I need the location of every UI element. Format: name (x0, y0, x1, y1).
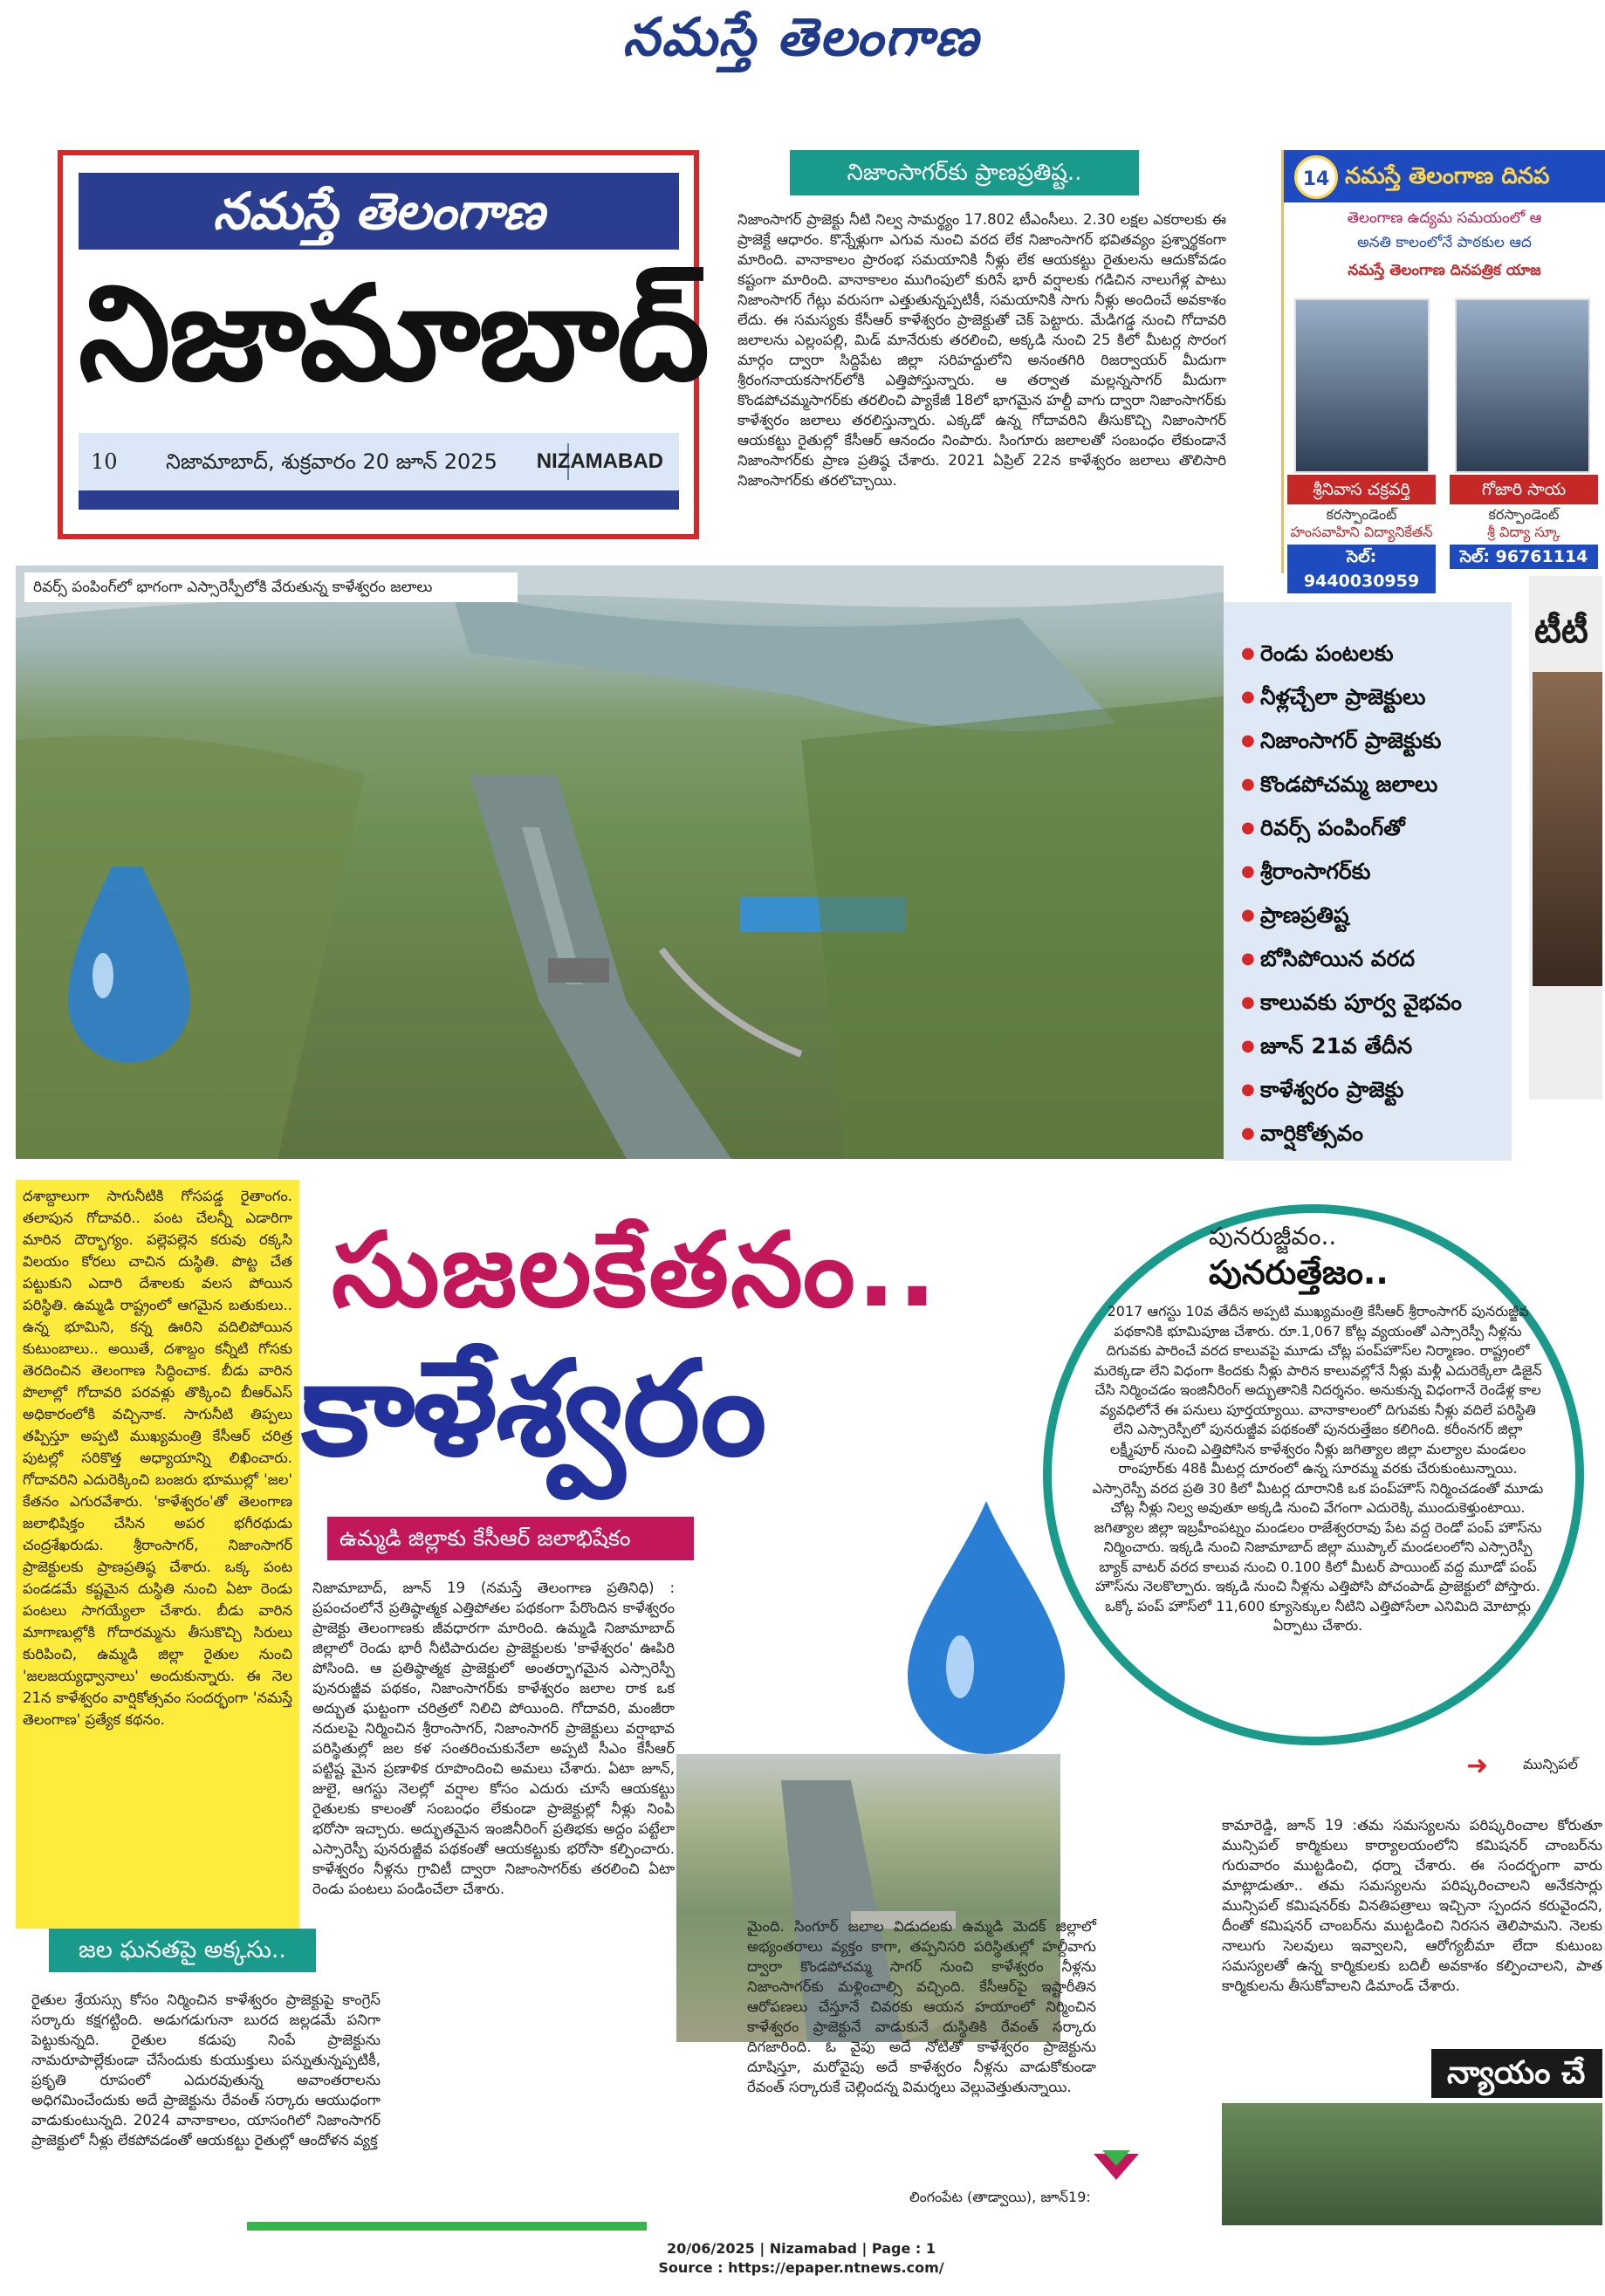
edition-date: నిజామాబాద్, శుక్రవారం 20 జూన్ 2025 (166, 449, 497, 474)
edition-band-title: నమస్తే తెలంగాణ (79, 173, 679, 250)
highlight-text: కొండపోచమ్మ జలాలు (1260, 771, 1438, 797)
main-article-body: నిజామాబాద్, జూన్ 19 (నమస్తే తెలంగాణ ప్రతినిధి) : ప్రపంచంలోనే ప్రతిష్ఠాత్మక ఎత్తిపోతల పథకంగా పేరొందిన కాళేశ్వరం ప్రాజెక్టు తెలంగాణకు జీవధారగా మారింది. ఉమ్మడి నిజామాబాద్ జిల్లాలో రెండు భారీ నీటిపారుదల ప్రాజెక్టులకు 'కాళేశ్వరం' ఊపిరి పోసింది. ఆ ప్రతిష్ఠాత్మక ప్రాజెక్టులో అంతర్భాగమైన ఎస్సారెస్పీ పునరుజ్జీవ పథకం, నిజాంసాగర్‌కు కాళేశ్వరం జలాల రాక ఒక అద్భుత ఘట్టంగా చరిత్రలో నిలిచి పోయింది. గోదావరి, మంజీరా నదులపై నిర్మించిన శ్రీరాంసాగర్, నిజాంసాగర్ ప్రాజెక్టులు వర్షాభావ పరిస్థితుల్లో జల కళ సంతరించుకునేలా అప్పటి సీఎం కేసీఆర్ పట్టిష్ట మైన ప్రణాళిక రూపొందించి అమలు చేశారు. ఏటా జూన్, జులై, ఆగస్టు నెలల్లో వర్షాల కోసం ఎదురు చూసే ఆయకట్టు రైతులకు కాలంతో సంబంధం లేకుండా ప్రాజెక్టుల్లో నీళ్లు నింపి భరోసా ఇచ్చారు. అద్భుతమైన ఇంజినీరింగ్ ప్రతిభకు అద్దం పట్టేలా ఎస్సారెస్పీ పునరుజ్జీవ పథకంతో ఆయకట్టుకు భరోసా కల్పించారు. కాళేశ్వరం నీళ్లను గ్రావిటీ ద్వారా నిజాంసాగర్‌కు తరలించి ఏటా రెండు పంటలు పండించేలా చేశారు. (312, 1580, 675, 1897)
person-name: గోజారి సాయ (1450, 475, 1598, 504)
side-headline: టీటీ (1534, 611, 1588, 651)
highlight-text: ప్రాణప్రతిష్ట (1260, 902, 1349, 928)
person-org: శ్రీ విద్యా స్కూ (1487, 524, 1560, 540)
bottom-left-text: రైతుల శ్రేయస్సు కోసం నిర్మించిన కాళేశ్వరం ప్రాజెక్టుపై కాంగ్రెస్ సర్కారు కక్షగట్టింది. అడుగడుగునా బురద జల్లడమే పనిగా పెట్టుకున్నది. రైతుల కడుపు నింపే ప్రాజెక్టును నామరూపాల్లేకుండా చేసేందుకు కుయుక్తులు పన్నుతున్నప్పటికీ, ప్రకృతి రూపంలో ఎదురవుతున్న అవాంతరాలను అధిగమించేందుకు అదే ప్రాజెక్టును రేవంత్ సర్కారు ఆయుధంగా వాడుకుంటున్నది. 2024 వానాకాలం, యాసంగిలో నిజాంసాగర్ ప్రాజెక్టులో నీళ్లు లేకపోవడంతో ఆయకట్టు రైతుల్లో ఆందోళన వ్యక్త (31, 1991, 381, 2149)
ad-line: అనతి కాలంలోనే పాఠకుల ఆద (1357, 234, 1532, 251)
circle-label-2: పునరుత్తేజం.. (1209, 1253, 1389, 1292)
person-role: కరస్పాండెంట్ (1326, 506, 1397, 523)
section-kicker: జల ఘనతపై అక్కసు.. (49, 1929, 316, 1972)
circle-body: 2017 ఆగస్టు 10వ తేదీన అప్పటి ముఖ్యమంత్రి కేసీఆర్ శ్రీరాంసాగర్ పునరుజ్జీవ పథకానికి భూమిపూజ చేశారు. రూ.1,067 కోట్ల వ్యయంతో ఎస్సారెస్పీ నీళ్లను దిగువకు పారించే వరద కాలువపై మూడు చోట్ల పంప్‌హౌస్‌ల నిర్మాణం. రాష్ట్రంలో మరెక్కడా లేని విధంగా కిందకు నీళ్లు పారిన కాలువల్లోనే నీళ్లు మళ్లీ ఎదురెక్కేలా డిజైన్ చేసి నిర్మించడం ఇంజినీరింగ్ అద్భుతానికి నిదర్శనం. అనుకున్న విధంగానే రెండేళ్ల కాల వ్యవధిలోనే ఈ పనులు పూర్తయ్యాయి. వానాకాలంలో దిగువకు నీళ్లు వదిలే పరిస్థితి లేని ఎస్సారెస్పీలో పునరుజ్జీవ పథకంతో పునరుత్తేజం కలిగింది. కరీంనగర్ జిల్లా లక్ష్మీపూర్ నుంచి ఎత్తిపోసిన కాళేశ్వరం నీళ్లు జగిత్యాల జిల్లా మల్యాల మండలం రాంపూర్‌కు 48కి మీటర్ల దూరంలో ఉన్న సూరమ్మ వరకు చేరుకుంటున్నాయి. ఎస్సారెస్పీ వరద ప్రతి 30 కిలో మీటర్ల దూరానికి ఒక పంప్‌హౌస్ నిర్మించడంతో మూడు చోట్ల నీళ్లు నిల్వ అవుతూ అక్కడి నుంచి వేగంగా ఎదురెక్కి ముందుకెళ్తుంటాయి. జగిత్యాల జిల్లా ఇబ్రహీంపట్నం మండలం రాజేశ్వరరావు పేట వద్ద రెండో పంప్ హౌస్‌ను నిర్మించారు. ఇక్కడి నుంచి నిజామాబాద్ జిల్లా ముప్కాల్ మండలంలోని ఎస్సారెస్పీ బ్యాక్ వాటర్ వరద కాలువ నుంచి 0.100 కిలో మీటర్ పాయింట్ వద్ద మూడో పంప్ హౌస్‌ను నెలకొల్పారు. ఇక్కడి నుంచి నీళ్లను ఎత్తిపోసి పోచంపాడ్ ప్రాజెక్టులో పోస్తారు. ఒక్కో పంప్ హౌస్‌లో 11,600 క్యూసెక్కుల నీటిని ఎత్తిపోసేలా ఎనిమిది మోటార్లు ఏర్పాటు చేశారు. (1092, 1303, 1544, 1634)
edition-info-bar (79, 433, 679, 490)
edition-bottom-band (79, 490, 679, 510)
person-photo (1294, 298, 1430, 473)
highlight-item: ● రివర్స్ పంపింగ్‌తో (1241, 806, 1512, 850)
photo-caption: రివర్స్ పంపింగ్‌లో భాగంగా ఎస్సారెస్పీలోకి వేరుతున్న కాళేశ్వరం జలాలు (24, 572, 518, 602)
person-org: హంసవాహిని విద్యానికేతన్ (1290, 524, 1433, 540)
footer-source: Source : https://epaper.ntnews.com/ (658, 2259, 944, 2276)
edition-city: నిజామాబాద్ (79, 258, 709, 410)
edition-name: NIZAMABAD (536, 449, 663, 473)
person-photo (1455, 298, 1590, 473)
protest-photo (1222, 2103, 1602, 2225)
intro-column (16, 1180, 299, 1929)
bottom-mid-column (747, 1916, 1096, 2178)
circle-text (1091, 1302, 1545, 1636)
anniversary-badge: 14 (1294, 155, 1338, 199)
page-footer (0, 2239, 1602, 2278)
highlight-item: ● జూన్ 21వ తేదీన (1241, 1025, 1512, 1068)
ad-banner: నమస్తే తెలంగాణ దినప (1284, 150, 1605, 202)
top-article-kicker: నిజాంసాగర్‌కు ప్రాణప్రతిష్ట.. (790, 150, 1139, 195)
side-photo (1533, 672, 1602, 986)
intro-text: దశాబ్దాలుగా సాగునీటికి గోసపడ్డ రైతాంగం. తలాపున గోదావరి.. పంట చేలన్నీ ఎడారిగా మారిన దౌర్భాగ్యం. పల్లెపల్లెన కరువు రక్కసి విలయం కోరలు చాచిన దుస్థితి. పొట్ట చేత పట్టుకుని ఎదారి దేశాలకు వలస పోయిన పరిస్థితి. ఉమ్మడి రాష్ట్రంలో ఆగమైన బతుకులు.. ఉన్న భూమిని, కన్న ఊరిని వదిలిపోయిన కుటుంబాలు.. అయితే, దశాబ్దం కన్నీటి గోసకు తెరదించిన తెలంగాణ సిద్ధించాక. బీడు వారిన పొలాల్లో గోదావరి పరవళ్లు తొక్కించి బీఆర్ఎస్ అధికారంలోకి వచ్చినాక. సాగునీటి తిప్పలు తప్పిస్తూ అప్పటి ముఖ్యమంత్రి కేసీఆర్ చరిత్ర పుటల్లో సరికొత్త అధ్యాయాన్ని లిఖించారు. గోదావరిని ఎదురెక్కించి బంజరు భూముల్లో 'జల' కేతనం ఎగురవేశారు. 'కాళేశ్వరం'తో తెలంగాణ జలాభిషిక్తం చేసిన అపర భగీరథుడు చంద్రశేఖరుడు. శ్రీరాంసాగర్, నిజాంసాగర్ ప్రాజెక్టులకు ప్రాణప్రతిష్ఠ చేశారు. ఒక్క పంట పండడమే కష్టమైన దుస్థితి నుంచి ఏటా రెండు పంటలు సాగయ్యేలా చేశారు. బీడు వారిన మాగాణుల్లోకి గోదారమ్మను తీసుకొచ్చి సిరులు కురిపించి, ఉమ్మడి జిల్లా రైతుల నుంచి 'జలజయ్యధ్వానాలు' అందుకున్నారు. ఈ నెల 21న కాళేశ్వరం వార్షికోత్సవం సందర్భంగా 'నమస్తే తెలంగాణ' ప్రత్యేక కథనం. (23, 1188, 292, 1728)
bottom-mid-text: మైంది. సింగూర్ జలాల విడుదలకు ఉమ్మడి మెదక్ జిల్లాలో అభ్యంతరాలు వ్యక్తం కాగా, తప్పనిసరి పరిస్థితుల్లో హల్దీవాగు ద్వారా కొండపోచమ్మ సాగర్ నుంచి కాళేశ్వరం నీళ్లను నిజాంసాగర్‌కు మళ్లించాల్సి వచ్చింది. కేసీఆర్‌పై ఇష్టారీతిన ఆరోపణలు చేస్తూనే చివరకు ఆయన హయాంలో నిర్మించిన కాళేశ్వరం ప్రాజెక్టునే వాడుకునే దుస్థితికి రేవంత్ సర్కారు దిగజారింది. ఓ వైపు అదే నోటితో కాళేశ్వరం ప్రాజెక్టును దూషిస్తూ, మరోవైపు అదే కాళేశ్వరం నీళ్లను వాడుకోకుండా రేవంత్ సర్కారుకే చెల్లిందన్న విమర్శలు వెల్లువెత్తుతున్నాయి. (747, 1918, 1096, 2095)
right-article (1222, 1815, 1602, 2077)
highlights-box (1224, 602, 1512, 1161)
top-article (737, 209, 1226, 541)
highlight-item: ● రెండు పంటలకు (1241, 632, 1512, 675)
highlight-item-cont (1241, 1068, 1512, 1112)
divider (247, 2222, 647, 2231)
highlight-item-cont (1241, 894, 1512, 937)
highlight-item-cont (1241, 850, 1512, 894)
aerial-dam-photo (16, 565, 1224, 1159)
ad-line: తెలంగాణ ఉద్యమ సమయంలో ఆ (1347, 209, 1542, 227)
dateline: లింగంపేట (తాడ్వాయి), జూన్19: (909, 2189, 1091, 2205)
headline-line1: సుజలకేతనం.. (332, 1210, 939, 1330)
right-article-body: కామారెడ్డి, జూన్ 19 :తమ సమస్యలను పరిష్కరించాల కోరుతూ మున్సిపల్ కార్మికులు కార్యాలయంలోని కమిషనర్ చాంబర్‌ను గురువారం ముట్టడించి, ధర్నా చేశారు. ఈ సందర్భంగా వారు మాట్లాడుతూ.. తమ సమస్యలను పరిష్కరించాలని అనేకసార్లు మున్సిపల్ కమిషనర్‌కు వినతిపత్రాలు ఇచ్చినా స్పందన కరువైందని, దీంతో కమిషనర్ చాంబర్‌ను ముట్టడించి నిరసన తెలిపామని. నెలకు నాలుగు సెలవులు ఇవ్వాలని, ఆరోగ్యబీమా లేదా కుటుంబ సమస్యలతో ఉన్న కార్మికులకు బదిలీ అవకాశం కల్పించాలని, పాత కార్మికులను తీసుకోవాలని డిమాండ్ చేశారు. (1222, 1817, 1602, 1994)
highlight-text: వార్షికోత్సవం (1260, 1121, 1363, 1146)
photo-caption-right: మున్సిపల్ (1523, 1756, 1578, 1772)
footer-line: 20/06/2025 | Nizamabad | Page : 1 (667, 2240, 936, 2257)
person-phone: సెల్: 9440030959 (1287, 545, 1436, 593)
highlight-text: కాళేశ్వరం ప్రాజెక్టు (1260, 1077, 1404, 1102)
advertisement (1281, 150, 1602, 591)
highlight-item: ● బోసిపోయిన వరద (1241, 937, 1512, 981)
highlight-item-cont (1241, 763, 1512, 806)
highlight-item: ● నిజాంసాగర్ ప్రాజెక్టుకు (1241, 719, 1512, 763)
side-article-strip (1529, 576, 1602, 1100)
headline-subtag: ఉమ్మడి జిల్లాకు కేసీఆర్ జలాభిషేకం (327, 1517, 694, 1560)
person-phone: సెల్: 96761114 (1450, 545, 1598, 569)
highlight-item-cont (1241, 981, 1512, 1025)
circle-label-1: పునరుజ్జీవం.. (1209, 1222, 1337, 1251)
arrow-icon: ➜ (1466, 1751, 1489, 1781)
highlight-text: శ్రీరాంసాగర్‌కు (1260, 859, 1371, 884)
person-role: కరస్పాండెంట్ (1488, 506, 1560, 523)
bottom-left-column (31, 1990, 381, 2177)
masthead-title: నమస్తే తెలంగాణ (622, 7, 980, 68)
triangle-ornament (1102, 2150, 1130, 2166)
top-article-body: నిజాంసాగర్ ప్రాజెక్టు నీటి నిల్వ సామర్థ్యం 17.802 టీఎంసీలు. 2.30 లక్షల ఎకరాలకు ఈ ప్రాజెక్టే ఆధారం. కొన్నేళ్లుగా ఎగువ నుంచి వరద లేక నిజాంసాగర్ భవితవ్యం ప్రశ్నార్థకంగా మారింది. వానాకాలం ప్రారంభ సమయానికి నీళ్లు లేక ఆయకట్టు రైతులను ఆదుకోవడం కష్టంగా మారింది. వానాకాలం ముగింపులో కురిసే భారీ వర్షాలకు గడిచిన నాలుగేళ్ల పాటు నిజాంసాగర్ గేట్లు వరుసగా ఎత్తుతున్నప్పటికీ, సమయానికి సాగు నీళ్లు అందించే అవకాశం లేదు. ఈ సమస్యకు కేసీఆర్ కాళేశ్వరం ప్రాజెక్టుతో చెక్ పెట్టారు. మేడిగడ్డ నుంచి గోదావరి జలాలను ఎల్లంపల్లి, మిడ్ మానేరుకు తరలించి, అక్కడి నుంచి 25 కిలో మీటర్ల సొరంగ మార్గం ద్వారా సిద్దిపేట జిల్లా సరిహద్దులోని అనంతగిరి రిజర్వాయర్ మీదుగా శ్రీరంగనాయకసాగర్‌లోకి ఎత్తిపోస్తున్నారు. ఆ తర్వాత మల్లన్నసాగర్ మీదుగా కొండపోచమ్మసాగర్‌కు తరలించి ప్యాకేజీ 18లో భాగమైన హల్దీ వాగు ద్వారా నిజాంసాగర్‌కు కాళేశ్వరం జలాలు తరలిస్తున్నారు. ఎక్కడో ఉన్న గోదావరిని తీసుకొచ్చి నిజాంసాగర్ ఆయకట్టు రైతుల్లో కేసీఆర్ ఆనందం నింపారు. సింగూరు జలాలతో సంబంధం లేకుండానే నిజాంసాగర్‌కు ప్రాణ ప్రతిష్ఠ చేశారు. 2021 ఏప్రిల్ 22న కాళేశ్వరం జలాలు తొలిసారి నిజాంసాగర్‌కు తరలొచ్చాయి. (737, 211, 1226, 489)
right-headline: న్యాయం చే (1431, 2049, 1602, 2098)
highlight-item-cont (1241, 675, 1512, 719)
headline-line2: కాళేశ్వరం (301, 1333, 765, 1485)
page-number: 10 (91, 449, 118, 474)
aerial-illustration (16, 565, 1224, 1159)
highlight-text: నీళ్లచ్చేలా ప్రాజెక్టులు (1260, 684, 1426, 709)
highlight-text: కాలువకు పూర్వ వైభవం (1260, 990, 1462, 1015)
ad-line: నమస్తే తెలంగాణ దినపత్రిక యాజ (1348, 262, 1541, 279)
highlight-item-cont (1241, 1112, 1512, 1155)
person-name: శ్రీనివాస చక్రవర్తి (1287, 475, 1436, 504)
edition-box (58, 150, 709, 539)
